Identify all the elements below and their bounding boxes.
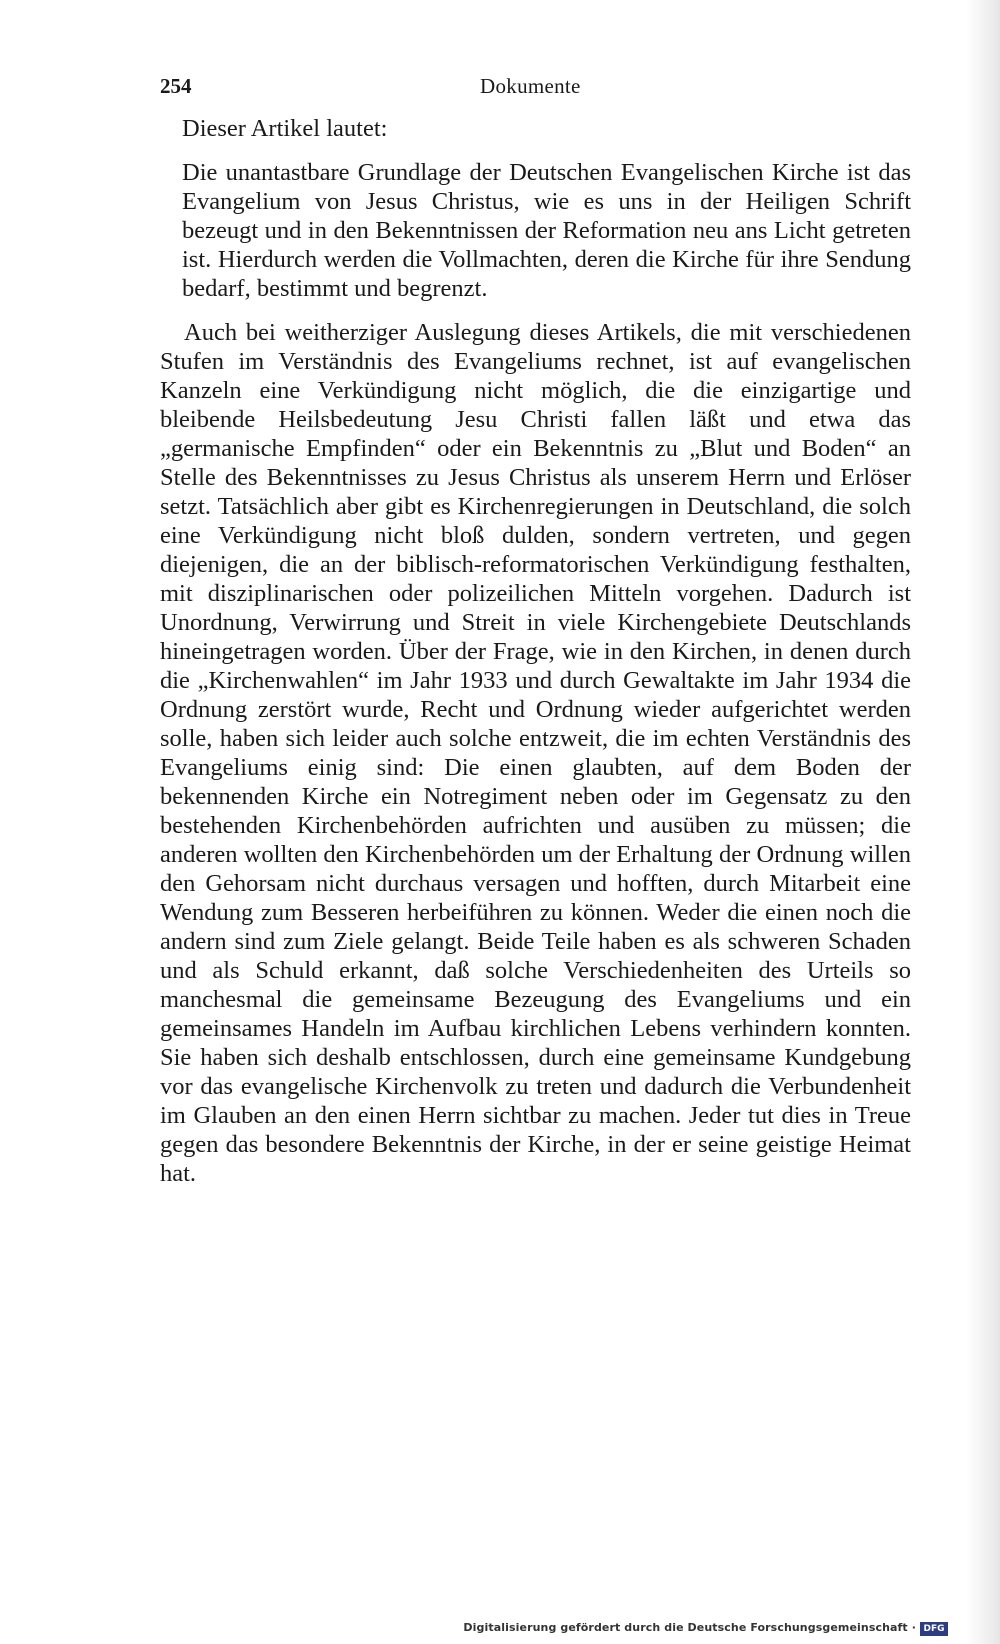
- body-paragraph: Auch bei weitherziger Auslegung dieses Artikels, die mit verschiedenen Stufen im Verständnis des Evangeliums rechnet, ist auf evangelischen Kanzeln eine Verkündigung nicht möglich, die die einzigartige und bleibende Heilsbedeutung Jesu Christi fallen läßt und etwa das „germanische Empfinden“ oder ein Bekenntnis zu „Blut und Boden“ an Stelle des Bekenntnisses zu Jesus Christus als unserem Herrn und Erlöser setzt. Tatsächlich aber gibt es Kirchenregierungen in Deutschland, die solch eine Verkündigung nicht bloß dulden, sondern vertreten, und gegen diejenigen, die an der biblisch-reformatorischen Verkündigung festhalten, mit disziplinarischen oder polizeilichen Mitteln vorgehen. Dadurch ist Unordnung, Verwirrung und Streit in viele Kirchengebiete Deutschlands hineingetragen worden. Über der Frage, wie in den Kirchen, in denen durch die „Kirchenwahlen“ im Jahr 1933 und durch Gewaltakte im Jahr 1934 die Ordnung zerstört wurde, Recht und Ordnung wieder aufgerichtet werden solle, haben sich leider auch solche entzweit, die im echten Verständnis des Evangeliums einig sind: Die einen glaubten, auf dem Boden der bekennenden Kirche ein Notregiment neben oder im Gegensatz zu den bestehenden Kirchenbehörden aufrichten und ausüben zu müssen; die anderen wollten den Kirchenbehörden um der Erhaltung der Ordnung willen den Gehorsam nicht durchaus versagen und hofften, durch Mitarbeit eine Wendung zum Besseren herbeiführen zu können. Weder die einen noch die andern sind zum Ziele gelangt. Beide Teile haben es als schweren Schaden und als Schuld erkannt, daß solche Verschiedenheiten des Urteils so manchesmal die gemeinsame Bezeugung des Evangeliums und ein gemeinsames Handeln im Aufbau kirchlichen Lebens verhindern konnten. Sie haben sich deshalb entschlossen, durch eine gemeinsame Kundgebung vor das evangelische Kirchenvolk zu treten und dadurch die Verbundenheit im Glauben an den einen Herrn sichtbar zu machen. Jeder tut dies in Treue gegen das besondere Bekenntnis der Kirche, in der er seine geistige Heimat hat.: [160, 319, 911, 1187]
- dfg-logo: DFG: [920, 1622, 948, 1636]
- intro-line: Dieser Artikel lautet:: [182, 115, 388, 142]
- article-quote: Die unantastbare Grundlage der Deutschen Evangelischen Kirche ist das Evangelium von Jesus Christus, wie es uns in der Heiligen Schrift bezeugt und in den Bekenntnissen der Reformation neu ans Licht getreten ist. Hierdurch werden die Vollmachten, deren die Kirche für ihre Sendung bedarf, bestimmt und begrenzt.: [182, 159, 911, 302]
- page-edge-shadow: [966, 0, 1000, 1644]
- running-head: Dokumente: [480, 74, 581, 98]
- page-number: 254: [160, 74, 192, 98]
- digitization-credit: Digitalisierung gefördert durch die Deutsche Forschungsgemeinschaft ·: [463, 1621, 916, 1634]
